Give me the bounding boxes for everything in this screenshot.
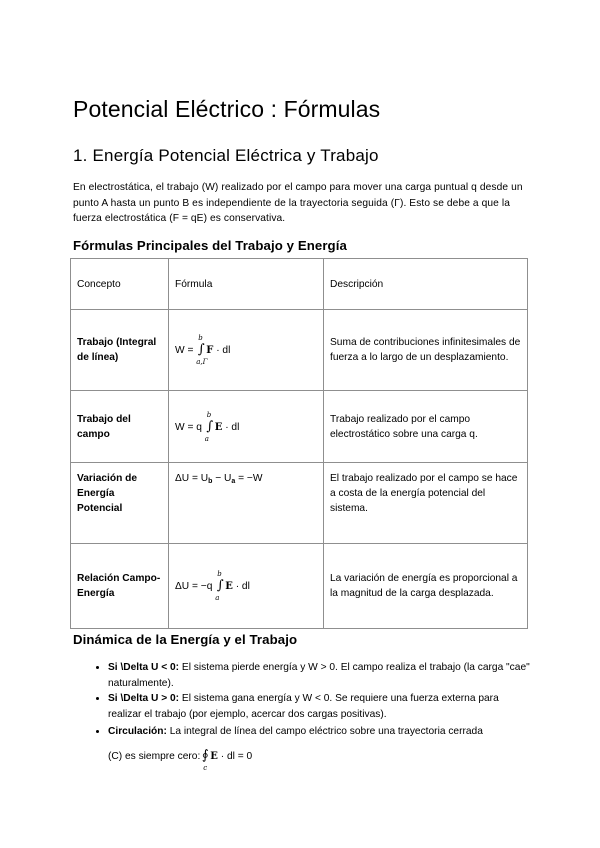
formulas-table [70,258,528,629]
vector-symbol: E [214,421,223,433]
integral-lower-limit: c [203,763,208,772]
table-row [71,391,528,463]
integral-sign: b ∫ a,Γ [196,342,206,358]
description-cell: Trabajo realizado por el campo electrostático sobre una carga q. [324,391,528,463]
table-heading: Fórmulas Principales del Trabajo y Energía [73,238,347,253]
bullet-label: Circulación: [108,726,167,738]
formula-prefix: (C) es siempre cero: [108,750,201,762]
formula-part: = −W [235,473,263,484]
integral-upper-limit: b [217,570,222,578]
integrand-rest: · dl [213,345,231,356]
table-row [71,544,528,629]
integral-lower-limit: a [215,594,220,602]
subscript: b [208,478,213,485]
integral-upper-limit: b [206,410,212,419]
integral-lower-limit: a [204,434,209,443]
bullet-label: Si \Delta U < 0: [108,662,180,673]
subscript: a [231,478,236,485]
vector-symbol: F [206,345,214,356]
table-row [71,463,528,544]
table-header-row [71,259,528,310]
integral-upper-limit: b [198,334,203,342]
list-item [108,660,533,691]
bullet-label: Si \Delta U > 0: [108,693,180,705]
concept-cell: Trabajo (Integral de línea) [71,310,169,391]
formula-cell [169,310,324,391]
formula-prefix: ΔU = −q [175,581,213,592]
bullet-text: El sistema gana energía y W < 0. Se requiere una fuerza externa para realizar el trabajo (por ejemplo, acercar dos cargas positivas). [108,693,499,720]
integral-lower-limit: a,Γ [196,358,208,366]
formula-cell [169,544,324,629]
bullet-text: El sistema pierde energía y W > 0. El campo realiza el trabajo (la carga "cae" naturalmente). [108,662,530,689]
integrand-rest: · dl = 0 [217,750,253,762]
list-item [108,691,533,722]
column-header: Concepto [71,259,169,310]
column-header: Fórmula [169,259,324,310]
vector-symbol: E [210,750,218,762]
integrand-rest: · dl [232,581,250,592]
description-cell: Suma de contribuciones infinitesimales de fuerza a lo largo de un desplazamiento. [324,310,528,391]
intro-paragraph: En electrostática, el trabajo (W) realizado por el campo para mover una carga puntual q desde un punto A hasta un punto B es independiente de la trayectoria seguida (Γ). Esto se debe a que la fuerza electrostática (F = qE) es conservativa. [73,182,523,225]
concept-cell: Variación de Energía Potencial [71,463,169,544]
concept-cell: Trabajo del campo [71,391,169,463]
formula-cell [169,391,324,463]
page-title: Potencial Eléctrico : Fórmulas [73,96,381,122]
formula-prefix: W = q [175,421,202,433]
vector-symbol: E [225,581,233,592]
formula-part: ΔU = U [175,473,209,484]
section-heading: 1. Energía Potencial Eléctrica y Trabajo [73,146,379,165]
description-cell: La variación de energía es proporcional a la magnitud de la carga desplazada. [324,544,528,629]
description-cell: El trabajo realizado por el campo se hace a costa de la energía potencial del sistema. [324,463,528,544]
closed-integral-sign: ∮ c [200,748,210,765]
formula-cell [169,463,324,544]
list-item [108,724,533,772]
formula [175,473,262,484]
formula [175,410,240,443]
integral-sign: b ∫ a [215,578,225,594]
circulation-formula-line [108,747,533,772]
integral-sign: b ∫ a [205,419,215,435]
dynamics-heading: Dinámica de la Energía y el Trabajo [73,632,298,647]
formula [175,570,250,602]
formula-prefix: W = [175,345,194,356]
formula-part: − U [212,473,232,484]
bullet-text: La integral de línea del campo eléctrico sobre una trayectoria cerrada [166,726,483,738]
table-row [71,310,528,391]
formula [175,334,231,366]
concept-cell: Relación Campo-Energía [71,544,169,629]
integrand-rest: · dl [222,421,240,433]
dynamics-list [73,660,533,772]
column-header: Descripción [324,259,528,310]
